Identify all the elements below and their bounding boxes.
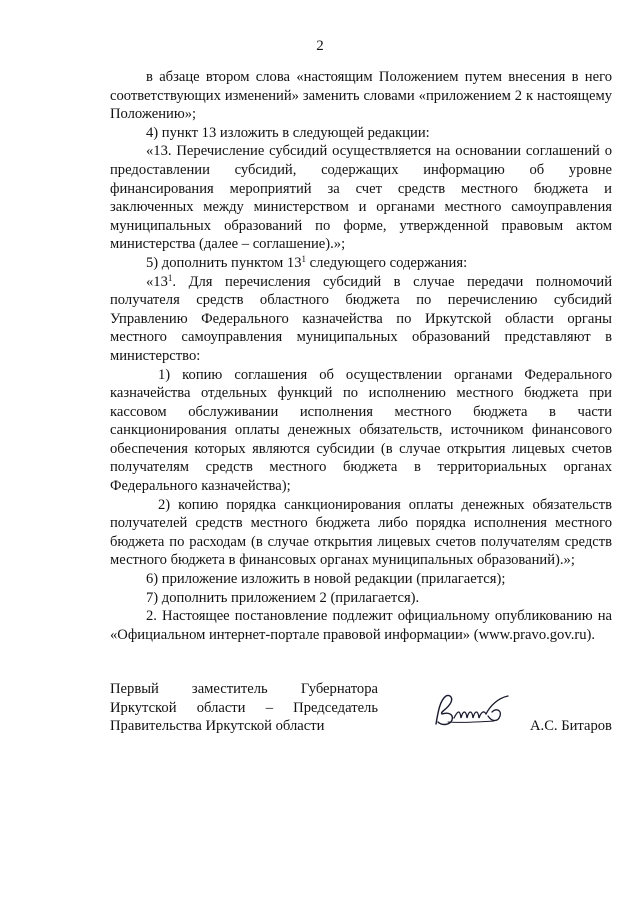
paragraph-text: 5) дополнить пунктом 13 [146,254,302,271]
sub-paragraph: 2) копию порядка санкционирования оплаты денежных обязательств получателей средств местного бюджета либо порядка исполнения местного бюджета по расходам (в случае открытия лицевых счетов получателям средств местного бюджета в финансовых органах муниципальных образований).»; [110,496,612,569]
signer-position-line: Иркутской области – Председатель [110,699,378,716]
signer-name: А.С. Битаров [530,718,612,734]
document-body [110,68,612,644]
signer-position-line: Правительства Иркутской области [110,718,325,735]
paragraph: 2. Настоящее постановление подлежит официальному опубликованию на «Официальном интернет-портале правовой информации» (www.pravo.gov.ru). [110,608,612,643]
paragraph-text: следующего содержания: [306,254,468,271]
page-number: 2 [316,38,324,54]
paragraph: в абзаце втором слова «настоящим Положением путем внесения в него соответствующих изменений» заменить словами «приложением 2 к настоящему Положению»; [110,69,612,123]
superscript: 1 [167,272,173,283]
paragraph-text: «13 [146,273,168,290]
paragraph [110,273,612,366]
sub-paragraph: 1) копию соглашения об осуществлении органами Федерального казначейства отдельных функций по исполнению местного бюджета при кассовом обслуживании исполнения местного бюджета в части санкционирования оплаты денежных обязательств, источником финансового обеспечения которых являются субсидии (в случае открытия лицевых счетов получателям средств местного бюджета в территориальных органах Федерального казначейства); [110,366,612,495]
paragraph-text: . Для перечисления субсидий в случае передачи полномочий получателя средств областного бюджета по перечислению субсидий Управлению Федерального казначейства по Иркутской области органы местного самоуправления муниципальных образований представляют в министерство: [110,273,612,364]
signature-block [110,680,612,736]
paragraph [110,254,612,273]
signer-position [110,680,378,736]
handwritten-signature [428,692,518,732]
signer-position-line: Первый заместитель Губернатора [110,681,378,697]
paragraph: 4) пункт 13 изложить в следующей редакции: [146,124,430,141]
paragraph: «13. Перечисление субсидий осуществляется на основании соглашений о предоставлении субсидий, содержащих информацию об уровне финансирования мероприятий за счет средств местного бюджета и заключенных между министерством и органами местного самоуправления муниципальных образований по форме, утвержденной правовым актом министерства (далее – соглашение).»; [110,143,612,253]
paragraph: 7) дополнить приложением 2 (прилагается). [146,589,420,606]
superscript: 1 [301,253,307,264]
paragraph: 6) приложение изложить в новой редакции (прилагается); [146,571,506,588]
